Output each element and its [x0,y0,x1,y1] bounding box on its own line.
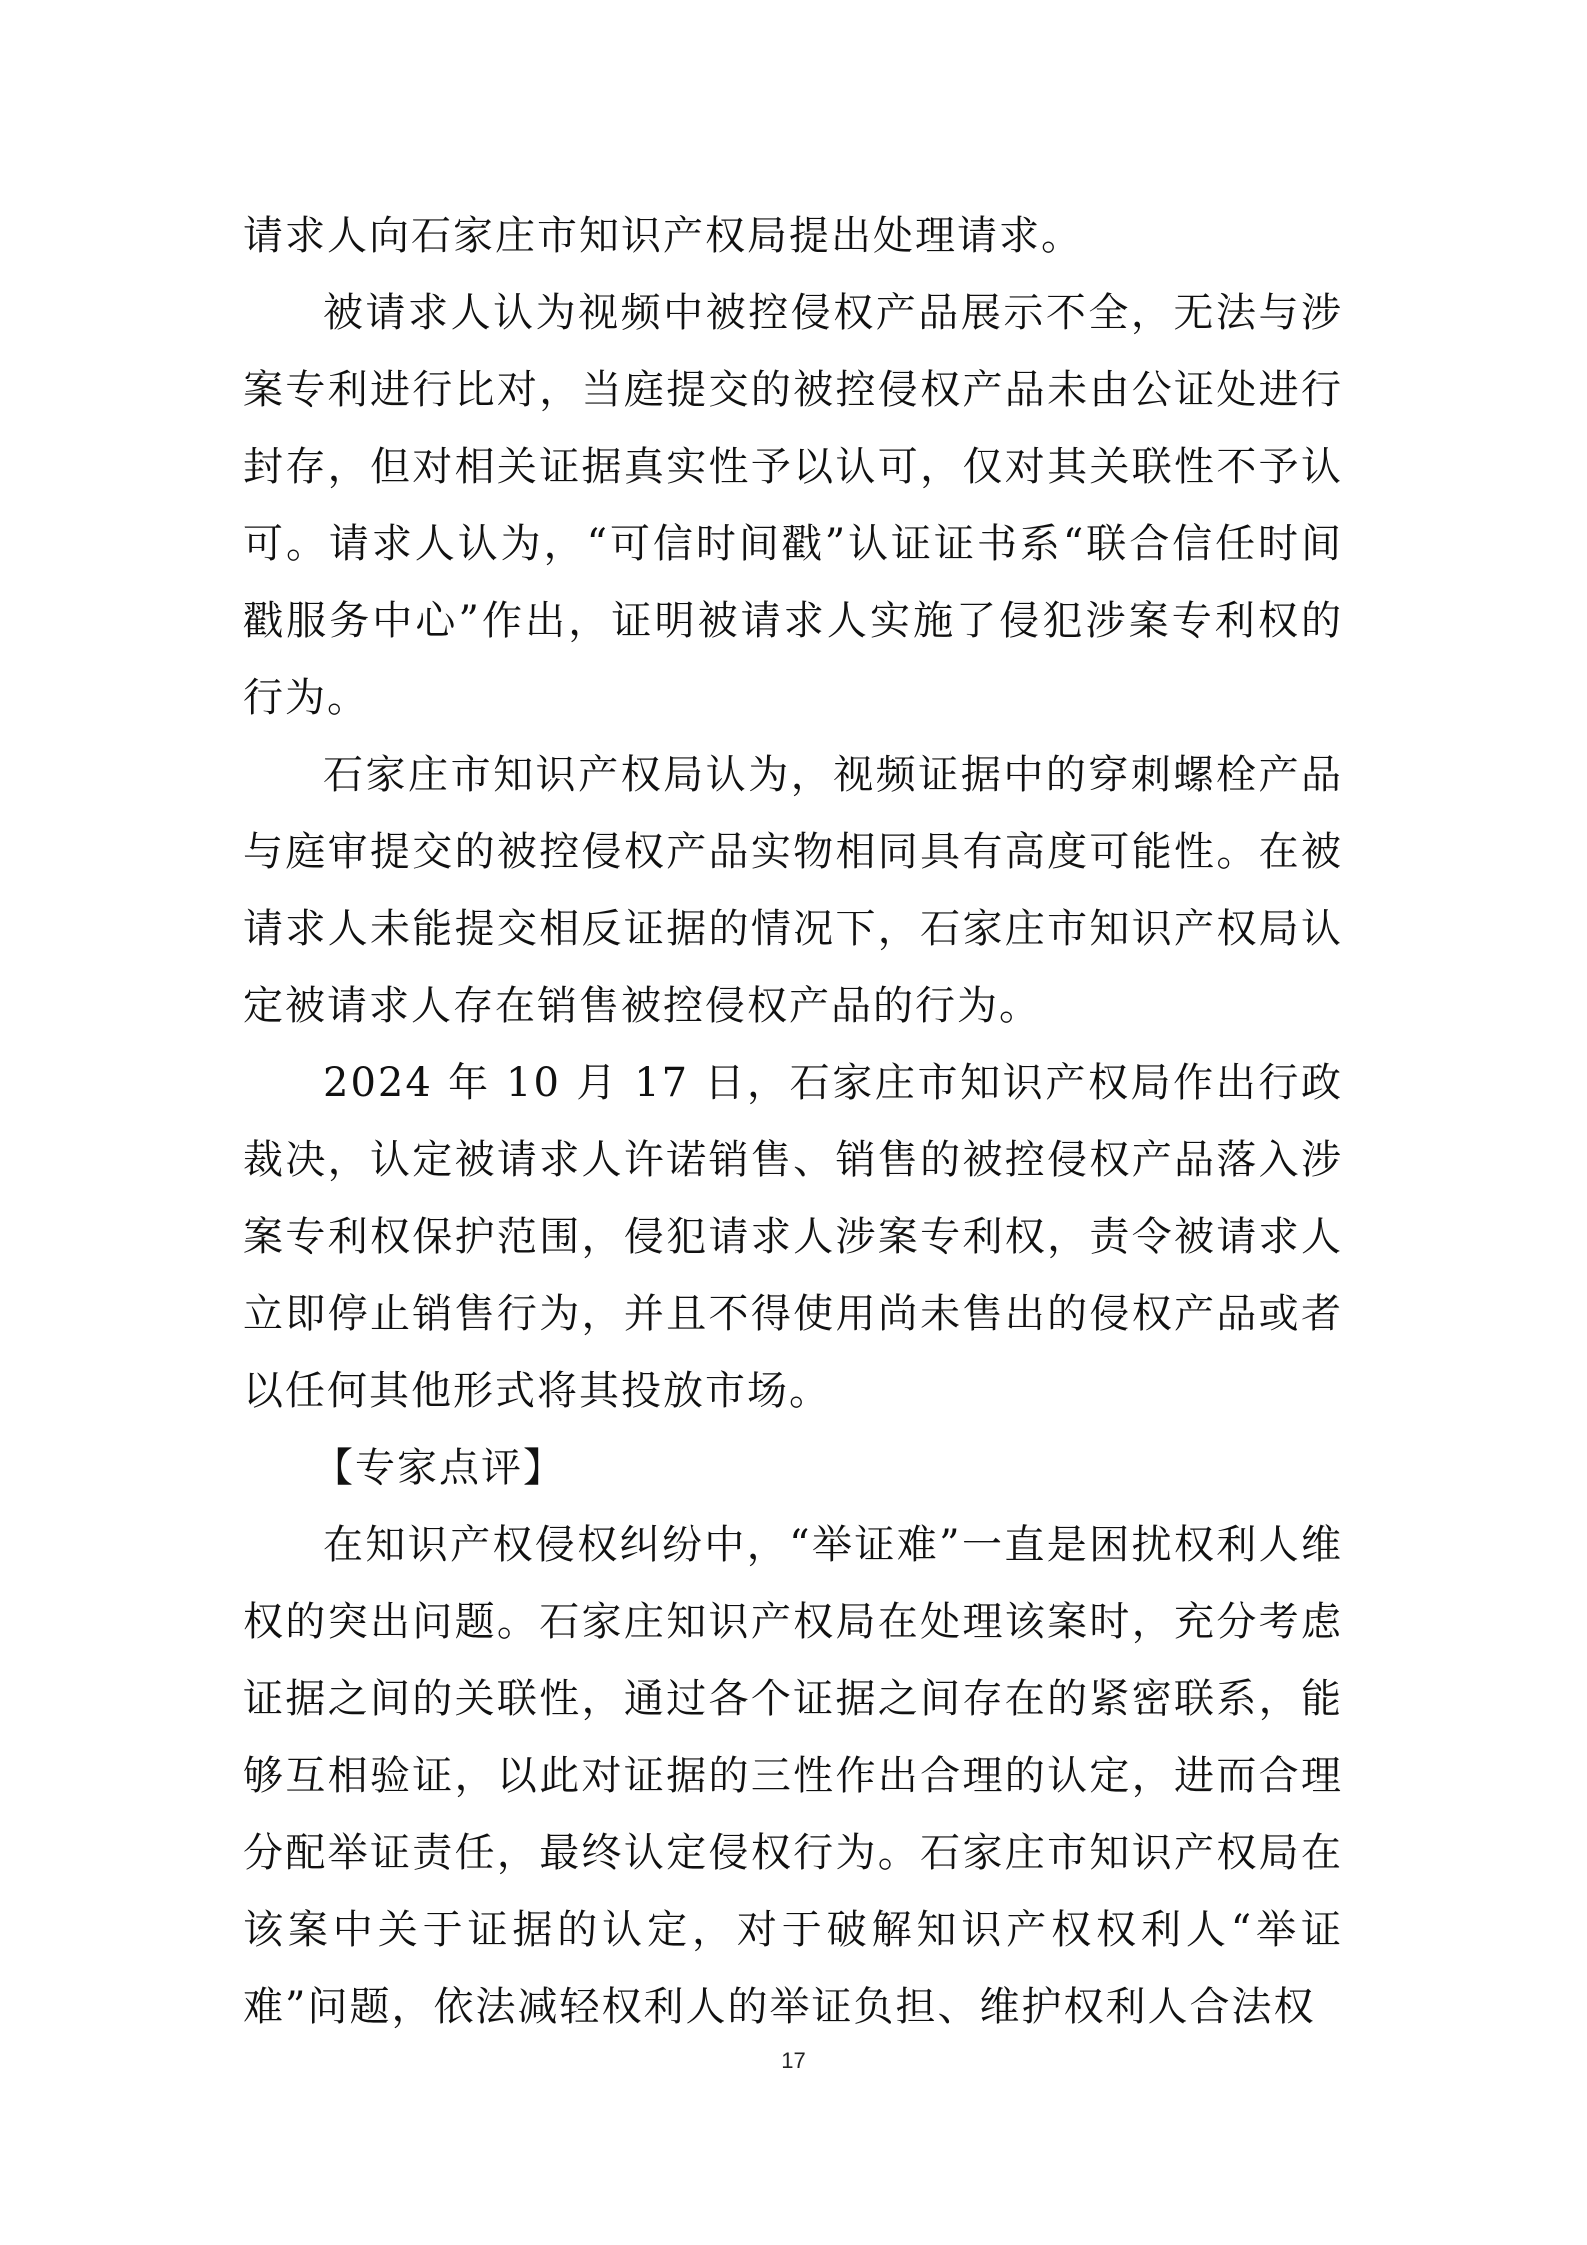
expert-review-heading: 【专家点评】 [313,1445,565,1491]
page-number: 17 [781,2048,806,2073]
paragraph-2: 被请求人认为视频中被控侵权产品展示不全，无法与涉案专利进行比对，当庭提交的被控侵权产品未由公证处进行封存，但对相关证据真实性予以认可，仅对其关联性不予认可。请求人认为，“可信时间戳”认证证书系“联合信任时间戳服务中心”作出，证明被请求人实施了侵犯涉案专利权的行为。 [243,290,1343,721]
paragraph-1: 请求人向石家庄市知识产权局提出处理请求。 [243,213,1083,259]
expert-review-paragraph: 在知识产权侵权纠纷中，“举证难”一直是困扰权利人维权的突出问题。石家庄知识产权局在处理该案时，充分考虑证据之间的关联性，通过各个证据之间存在的紧密联系，能够互相验证，以此对证据的三性作出合理的认定，进而合理分配举证责任，最终认定侵权行为。石家庄市知识产权局在该案中关于证据的认定，对于破解知识产权权利人“举证难”问题，依法减轻权利人的举证负担、维护权利人合法权 [243,1522,1343,2030]
paragraph-3: 石家庄市知识产权局认为，视频证据中的穿刺螺栓产品与庭审提交的被控侵权产品实物相同具有高度可能性。在被请求人未能提交相反证据的情况下，石家庄市知识产权局认定被请求人存在销售被控侵权产品的行为。 [243,752,1343,1029]
paragraph-4: 2024 年 10 月 17 日，石家庄市知识产权局作出行政裁决，认定被请求人许诺销售、销售的被控侵权产品落入涉案专利权保护范围，侵犯请求人涉案专利权，责令被请求人立即停止销售行为，并且不得使用尚未售出的侵权产品或者以任何其他形式将其投放市场。 [243,1060,1343,1414]
document-body [243,198,1343,2046]
